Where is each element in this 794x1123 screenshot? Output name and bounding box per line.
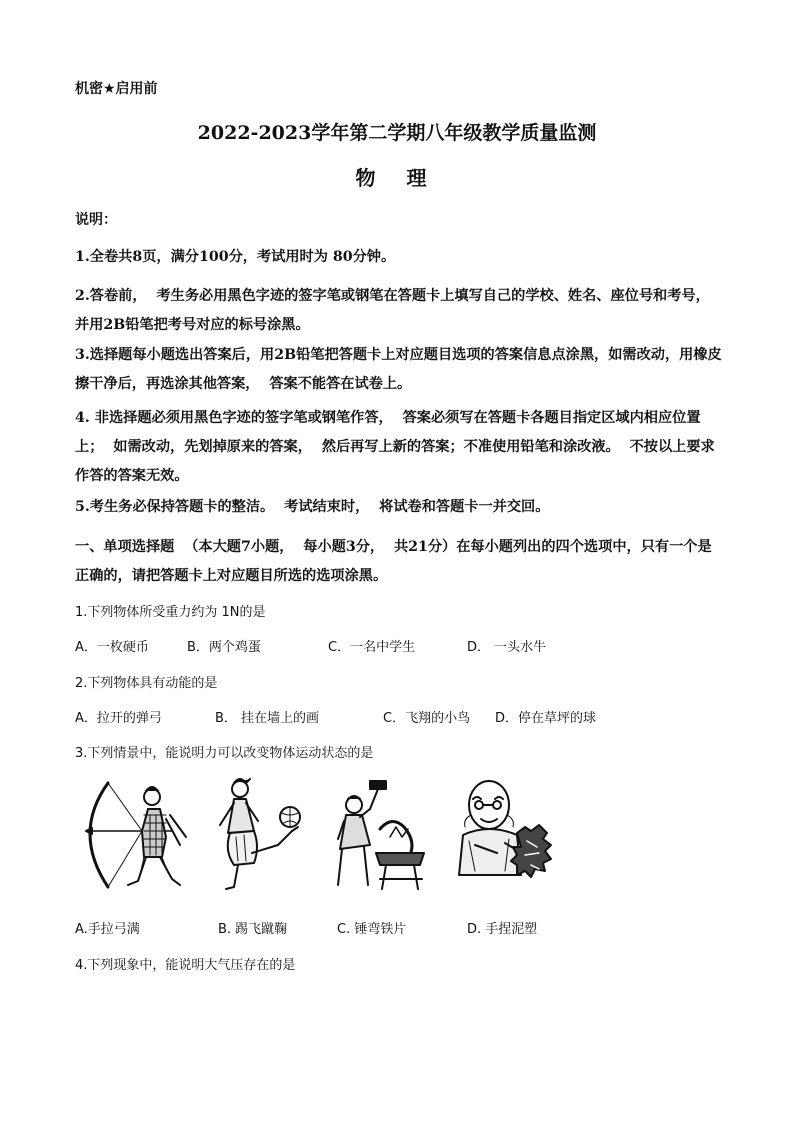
kicking-ball-illustration — [208, 775, 318, 895]
question-4-stem: 4.下列现象中，能说明大气压存在的是 — [75, 958, 296, 973]
option-c: C．飞翔的小鸟 — [383, 711, 471, 726]
question-1-stem: 1.下列物体所受重力约为 1N的是 — [75, 605, 266, 620]
question-3-stem: 3.下列情景中，能说明力可以改变物体运动状态的是 — [75, 746, 374, 761]
option-a: A．拉开的弹弓 — [75, 711, 162, 726]
caption-c: C. 锤弯铁片 — [337, 922, 407, 937]
kneading-clay-figure-illustration — [455, 775, 565, 895]
question-2-options — [75, 707, 635, 725]
option-d: D． 一头水牛 — [467, 640, 547, 655]
instruction-item-3: 3.选择题每小题选出答案后，用2B铅笔把答题卡上对应题目选项的答案信息点涂黑，如需改动，用橡皮擦干净后，再选涂其他答案， 答案不能答在试卷上。 — [75, 347, 722, 392]
instruction-item-2: 2.答卷前， 考生务必用黑色字迹的签字笔或钢笔在答题卡上填写自己的学校、姓名、座位号和考号，并用2B铅笔把考号对应的标号涂黑。 — [75, 288, 710, 333]
option-c: C．一名中学生 — [328, 640, 416, 655]
instructions-heading: 说明： — [75, 212, 117, 228]
confidential-mark: 机密★启用前 — [75, 81, 158, 97]
subject-title: 物 理 — [355, 166, 439, 190]
instruction-item-1: 1.全卷共8页，满分100分，考试用时为 80分钟。 — [75, 249, 396, 265]
instruction-item-5: 5.考生务必保持答题卡的整洁。 考试结束时， 将试卷和答题卡一并交回。 — [75, 499, 550, 515]
caption-b: B. 踢飞蹴鞠 — [218, 922, 288, 937]
option-a: A．一枚硬币 — [75, 640, 149, 655]
caption-d: D. 手捏泥塑 — [467, 922, 538, 937]
exam-title: 2022-2023学年第二学期八年级教学质量监测 — [197, 122, 597, 144]
archer-drawing-bow-illustration — [80, 775, 190, 895]
option-b: B． 挂在墙上的画 — [215, 711, 320, 726]
section-heading: 一、单项选择题 （本大题7小题， 每小题3分， 共21分）在每小题列出的四个选项中，只有一个是正确的，请把答题卡上对应题目所选的选项涂黑。 — [75, 539, 712, 584]
option-b: B．两个鸡蛋 — [187, 640, 261, 655]
hammering-iron-illustration — [330, 775, 440, 895]
instruction-item-4: 4. 非选择题必须用黑色字迹的签字笔或钢笔作答， 答案必须写在答题卡各题目指定区域内相应位置上； 如需改动，先划掉原来的答案， 然后再写上新的答案；不准使用铅笔和涂改液。 不按以上要求作答的答案无效。 — [75, 410, 715, 484]
option-d: D．停在草坪的球 — [495, 711, 597, 726]
caption-a: A.手拉弓满 — [75, 922, 140, 937]
question-2-stem: 2.下列物体具有动能的是 — [75, 676, 218, 691]
question-1-options — [75, 636, 635, 654]
